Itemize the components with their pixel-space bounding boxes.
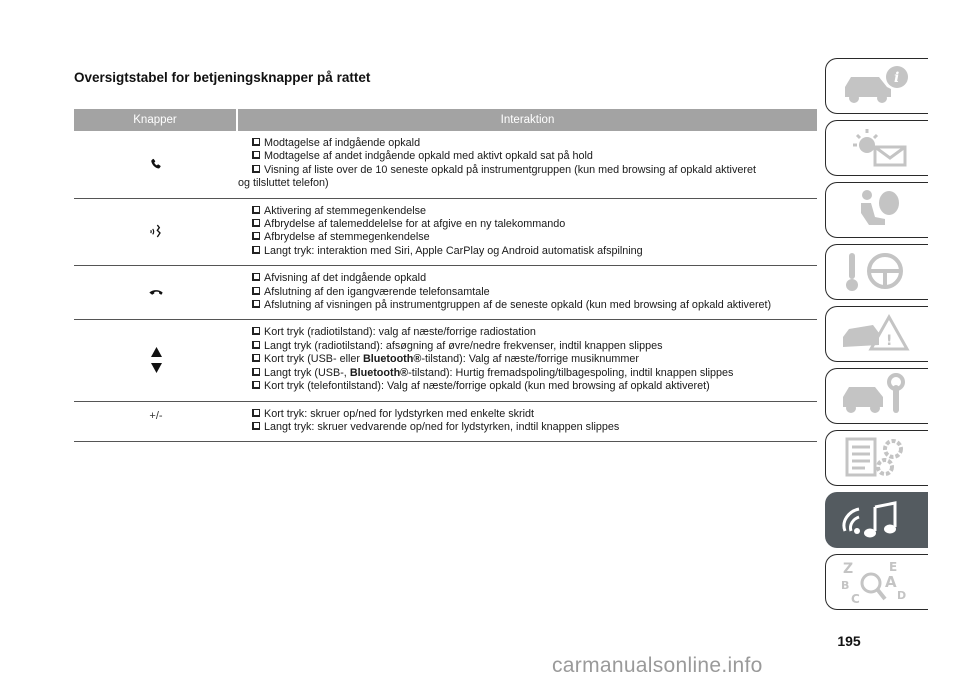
action-cell [238, 137, 817, 191]
warning-light-message-icon [837, 125, 917, 171]
list-item: Kort tryk (radiotilstand): valg af næste/forrige radiostation [252, 326, 817, 339]
phone-accept-icon [149, 157, 163, 171]
svg-text:D: D [897, 589, 907, 602]
list-item: Langt tryk (USB-, Bluetooth®-tilstand): Hurtig fremadspoling/tilbagespoling, indtil knappen slippes [252, 367, 817, 380]
header-action: Interaktion [500, 114, 555, 126]
svg-text:!: ! [886, 333, 893, 349]
table-row [74, 131, 817, 199]
checkbox-bullet-icon [252, 287, 260, 295]
up-down-arrows-icon [151, 347, 162, 373]
list-item: Afslutning af den igangværende telefonsamtale [252, 286, 817, 299]
volume-key-label: +/- [149, 409, 163, 422]
header-key: Knapper [74, 109, 238, 131]
checkbox-bullet-icon [252, 219, 260, 227]
checkbox-bullet-icon [252, 300, 260, 308]
tab-technical-data[interactable] [825, 430, 928, 486]
tab-index[interactable] [825, 554, 928, 610]
action-cell [238, 272, 817, 312]
checkbox-bullet-icon [252, 354, 260, 362]
car-crash-warning-icon [837, 311, 917, 357]
svg-text:C: C [851, 592, 860, 605]
voice-command-icon [148, 223, 164, 239]
svg-text:A: A [885, 573, 897, 591]
specs-gear-icon [837, 435, 917, 481]
list-item: Kort tryk: skruer op/ned for lydstyrken med enkelte skridt [252, 408, 817, 421]
list-item: Visning af liste over de 10 seneste opkald på instrumentgruppen (kun med browsing af opkald aktiveret [252, 164, 817, 177]
checkbox-bullet-icon [252, 381, 260, 389]
car-wrench-icon [837, 373, 917, 419]
action-cell [238, 205, 817, 259]
key-cell [74, 326, 238, 393]
checkbox-bullet-icon [252, 273, 260, 281]
checkbox-bullet-icon [252, 246, 260, 254]
list-item: Afbrydelse af talemeddelelse for at afgive en ny talekommando [252, 218, 817, 231]
list-item: Modtagelse af andet indgående opkald med aktivt opkald sat på hold [252, 150, 817, 163]
tab-starting-driving[interactable] [825, 244, 928, 300]
table-row [74, 402, 817, 443]
svg-text:Z: Z [843, 561, 854, 577]
tab-maintenance[interactable] [825, 368, 928, 424]
list-item: Langt tryk: interaktion med Siri, Apple CarPlay og Android automatisk afspilning [252, 245, 817, 258]
arrow-down-icon [151, 363, 162, 373]
table-header [74, 109, 817, 131]
list-item: Afvisning af det indgående opkald [252, 272, 817, 285]
multimedia-music-icon [837, 497, 917, 543]
key-cell [74, 205, 238, 259]
tab-car-info[interactable] [825, 58, 928, 114]
checkbox-bullet-icon [252, 368, 260, 376]
seat-airbag-icon [837, 187, 917, 233]
list-item: Afbrydelse af stemmegenkendelse [252, 231, 817, 244]
list-item-continuation: og tilsluttet telefon) [238, 177, 329, 190]
table-row [74, 199, 817, 267]
tab-multimedia[interactable] [825, 492, 928, 548]
alphabetical-index-icon [837, 559, 917, 605]
checkbox-bullet-icon [252, 327, 260, 335]
checkbox-bullet-icon [252, 138, 260, 146]
checkbox-bullet-icon [252, 151, 260, 159]
list-item: Kort tryk (telefontilstand): Valg af næste/forrige opkald (kun med browsing af opkald aktiveret) [252, 380, 817, 393]
list-item: Kort tryk (USB- eller Bluetooth®-tilstand): Valg af næste/forrige musiknummer [252, 353, 817, 366]
action-cell [238, 326, 817, 393]
list-item: Afslutning af visningen på instrumentgruppen af de seneste opkald (kun med browsing af opkald aktiveret) [252, 299, 817, 312]
list-item: Aktivering af stemmegenkendelse [252, 205, 817, 218]
table-row [74, 266, 817, 320]
checkbox-bullet-icon [252, 409, 260, 417]
arrow-up-icon [151, 347, 162, 357]
page-title: Oversigtstabel for betjeningsknapper på rattet [74, 70, 371, 85]
svg-text:B: B [841, 579, 850, 592]
list-item: Langt tryk: skruer vedvarende op/ned for lydstyrken, indtil knappen slippes [252, 421, 817, 434]
checkbox-bullet-icon [252, 341, 260, 349]
tab-emergency[interactable] [825, 306, 928, 362]
svg-text:i: i [894, 70, 900, 86]
controls-table [74, 109, 817, 442]
list-item: Langt tryk (radiotilstand): afsøgning af øvre/nedre frekvenser, indtil knappen slippes [252, 340, 817, 353]
svg-text:E: E [889, 560, 898, 574]
car-info-icon [837, 63, 917, 109]
checkbox-bullet-icon [252, 422, 260, 430]
page-number: 195 [837, 633, 861, 649]
checkbox-bullet-icon [252, 206, 260, 214]
key-cell [74, 272, 238, 312]
tab-safety[interactable] [825, 182, 928, 238]
watermark: carmanualsonline.info [552, 654, 763, 677]
tab-warning-lights[interactable] [825, 120, 928, 176]
phone-hangup-icon [148, 287, 164, 297]
list-item: Modtagelse af indgående opkald [252, 137, 817, 150]
action-cell [238, 408, 817, 435]
key-cell [74, 408, 238, 422]
key-steering-wheel-icon [837, 249, 917, 295]
checkbox-bullet-icon [252, 165, 260, 173]
checkbox-bullet-icon [252, 232, 260, 240]
table-row [74, 320, 817, 401]
key-cell [74, 137, 238, 191]
